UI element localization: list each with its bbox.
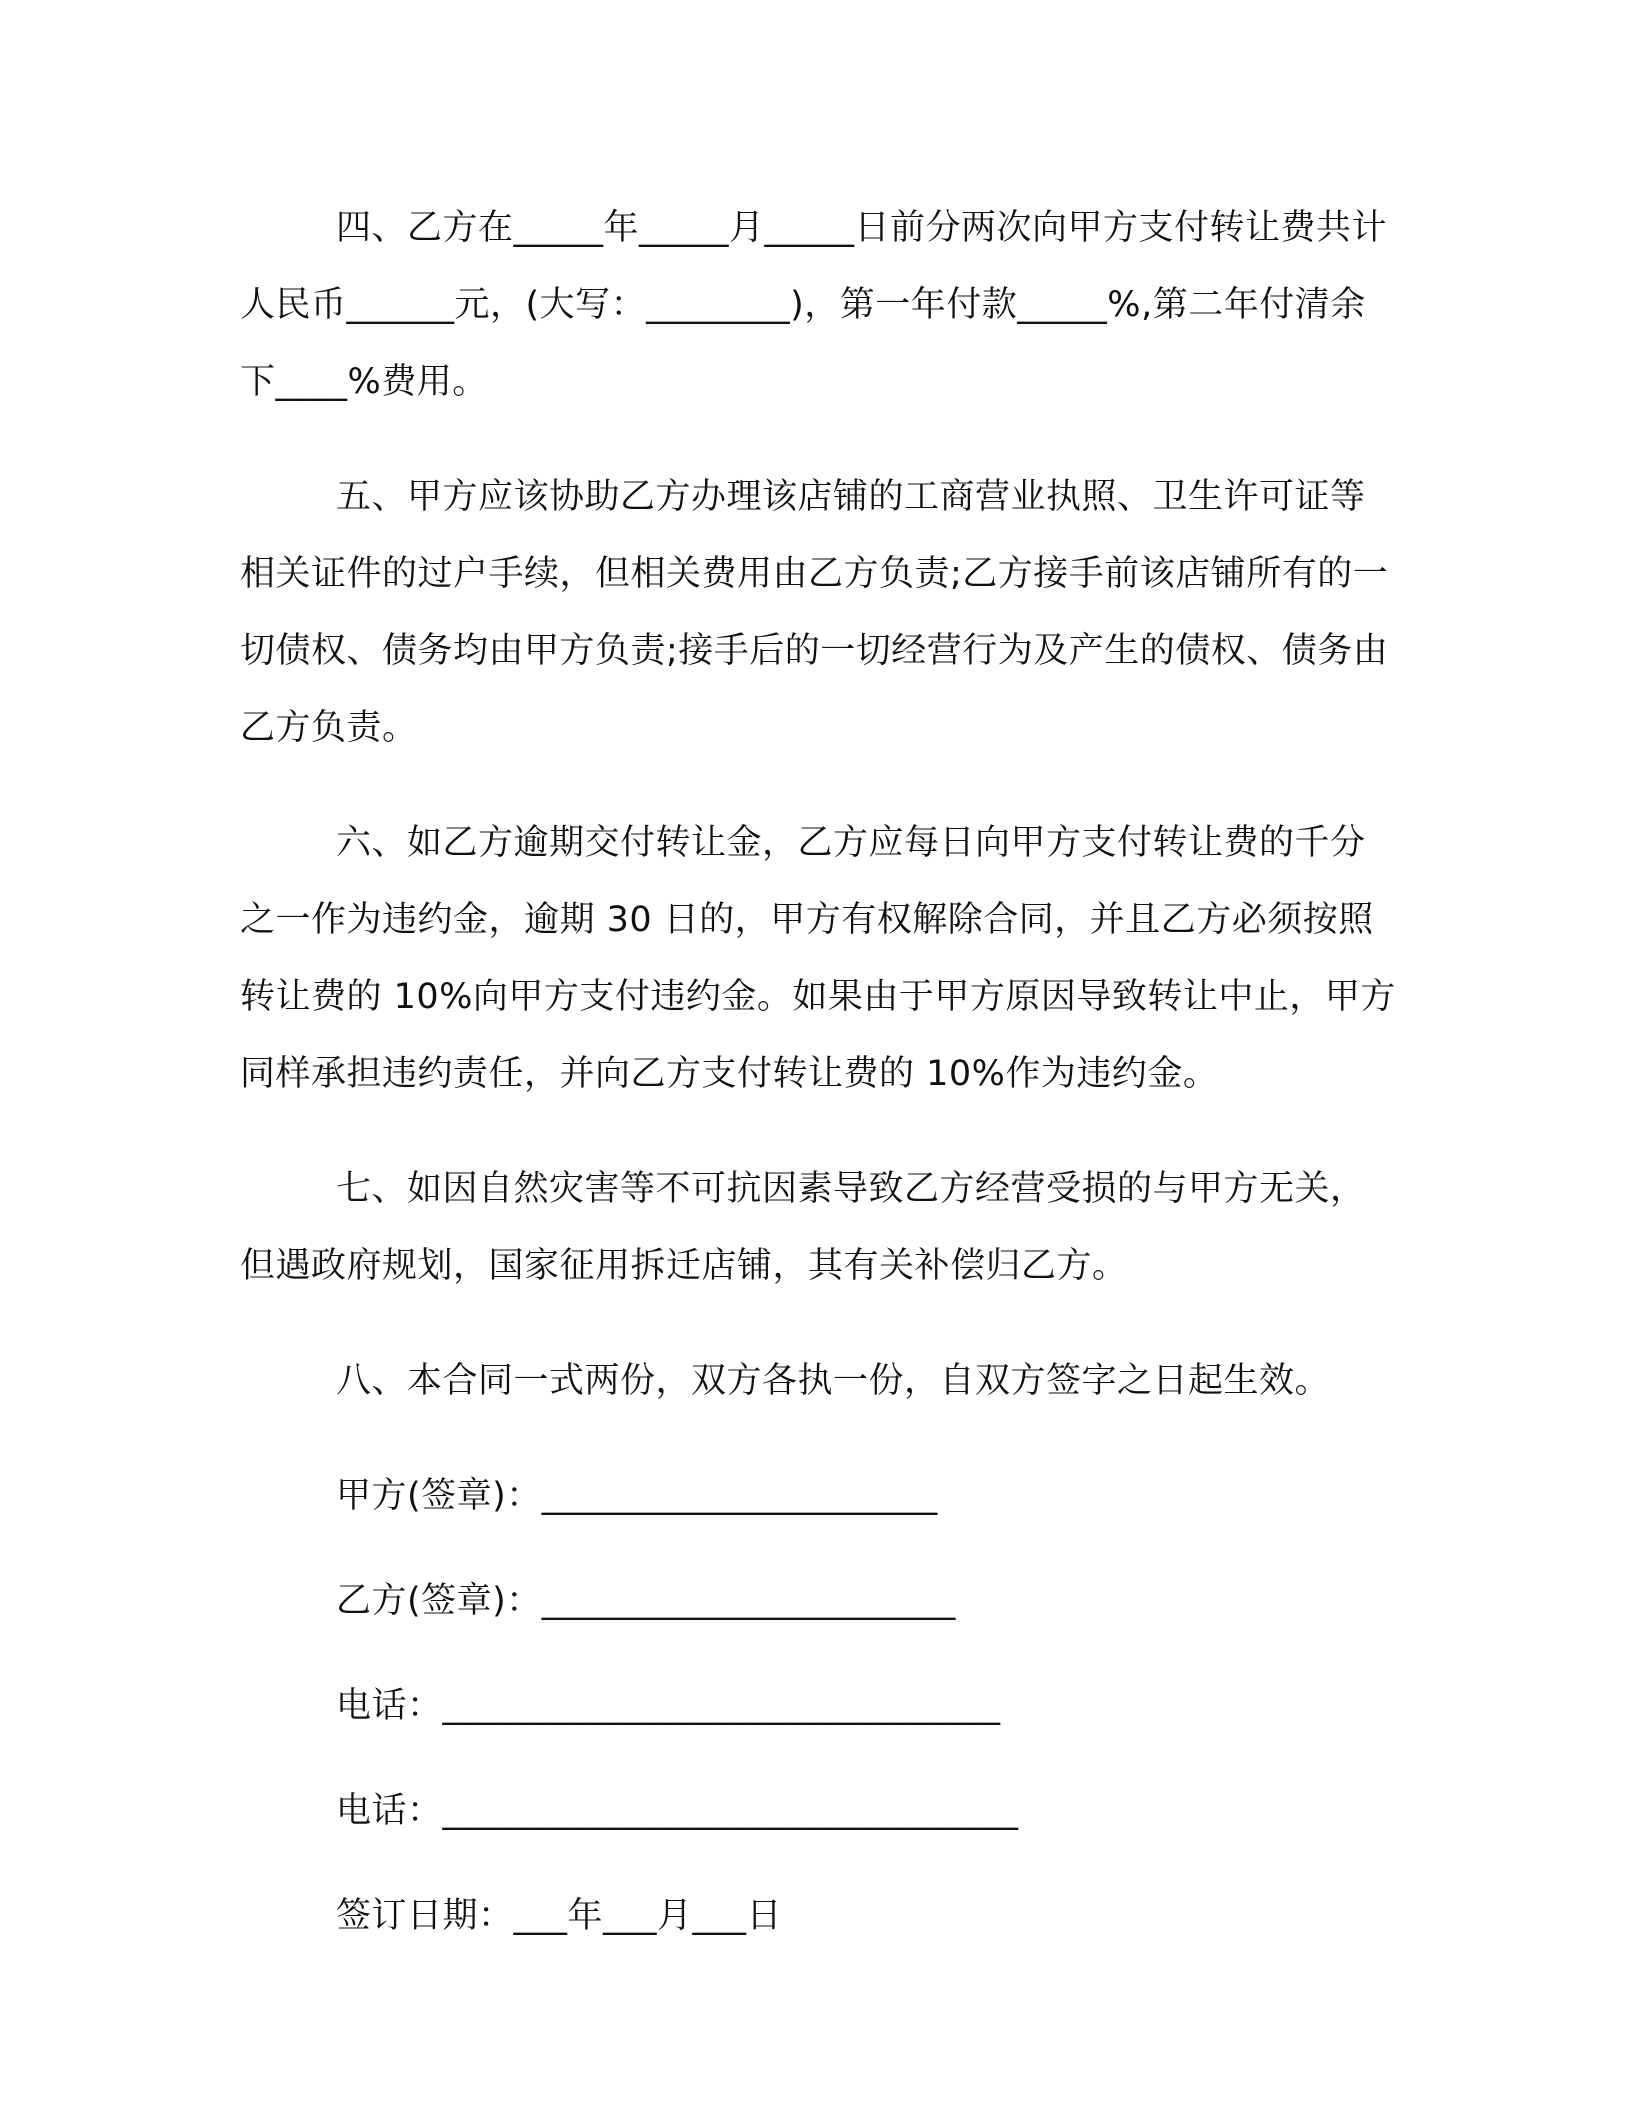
clause-five: 五、甲方应该协助乙方办理该店铺的工商营业执照、卫生许可证等相关证件的过户手续，但相关费用由乙方负责;乙方接手前该店铺所有的一切债权、债务均由甲方负责;接手后的一切经营行为及产生的债权、债务由乙方负责。	[240, 477, 1389, 748]
phone-line-2: 电话：________________________________	[336, 1791, 1019, 1831]
phone-line-1: 电话：_______________________________	[336, 1686, 1001, 1726]
clause-seven: 七、如因自然灾害等不可抗因素导致乙方经营受损的与甲方无关，但遇政府规划，国家征用拆迁店铺，其有关补偿归乙方。	[240, 1169, 1366, 1286]
clause-eight: 八、本合同一式两份，双方各执一份，自双方签字之日起生效。	[336, 1361, 1331, 1401]
signature-block	[240, 1458, 1400, 1955]
party-b-signature-line: 乙方(签章)：_______________________	[336, 1581, 956, 1621]
sign-date-line: 签订日期：___年___月___日	[336, 1896, 783, 1936]
clause-four: 四、乙方在_____年_____月_____日前分两次向甲方支付转让费共计人民币______元，(大写：________)，第一年付款_____%,第二年付清余下____%费用。	[240, 208, 1388, 402]
contract-body	[240, 190, 1400, 1983]
party-a-signature-line: 甲方(签章)：______________________	[336, 1476, 938, 1516]
clause-six: 六、如乙方逾期交付转让金，乙方应每日向甲方支付转让费的千分之一作为违约金，逾期 30 日的，甲方有权解除合同，并且乙方必须按照转让费的 10%向甲方支付违约金。如果由于甲方原因导致转让中止，甲方同样承担违约责任，并向乙方支付转让费的 10%作为违约金。	[240, 823, 1396, 1094]
